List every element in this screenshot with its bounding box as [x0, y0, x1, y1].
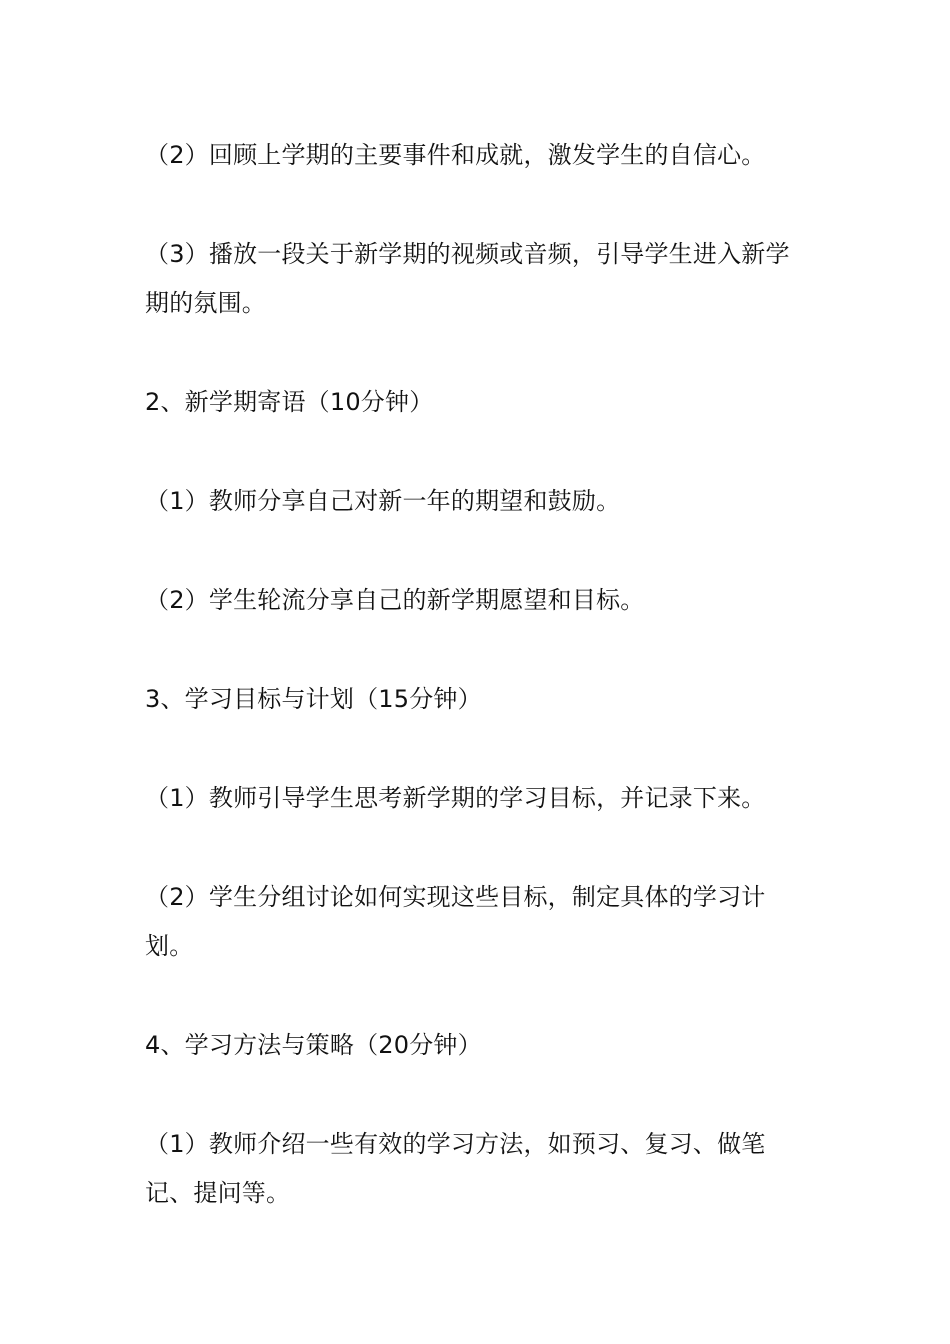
- section-heading-learning-goals: 3、学习目标与计划（15分钟）: [145, 685, 482, 713]
- paragraph-effective-methods: （1）教师介绍一些有效的学习方法，如预习、复习、做笔记、提问等。: [145, 1130, 766, 1207]
- paragraph-review-last-semester: （2）回顾上学期的主要事件和成就，激发学生的自信心。: [145, 141, 766, 169]
- section-heading-learning-methods: 4、学习方法与策略（20分钟）: [145, 1031, 482, 1059]
- document-body: [145, 131, 809, 1268]
- paragraph-student-wishes: （2）学生轮流分享自己的新学期愿望和目标。: [145, 586, 645, 614]
- paragraph-play-video: （3）播放一段关于新学期的视频或音频，引导学生进入新学期的氛围。: [145, 240, 790, 317]
- paragraph-group-discussion: （2）学生分组讨论如何实现这些目标，制定具体的学习计划。: [145, 883, 766, 960]
- paragraph-think-goals: （1）教师引导学生思考新学期的学习目标，并记录下来。: [145, 784, 766, 812]
- section-heading-new-semester-message: 2、新学期寄语（10分钟）: [145, 388, 434, 416]
- paragraph-teacher-expectations: （1）教师分享自己对新一年的期望和鼓励。: [145, 487, 621, 515]
